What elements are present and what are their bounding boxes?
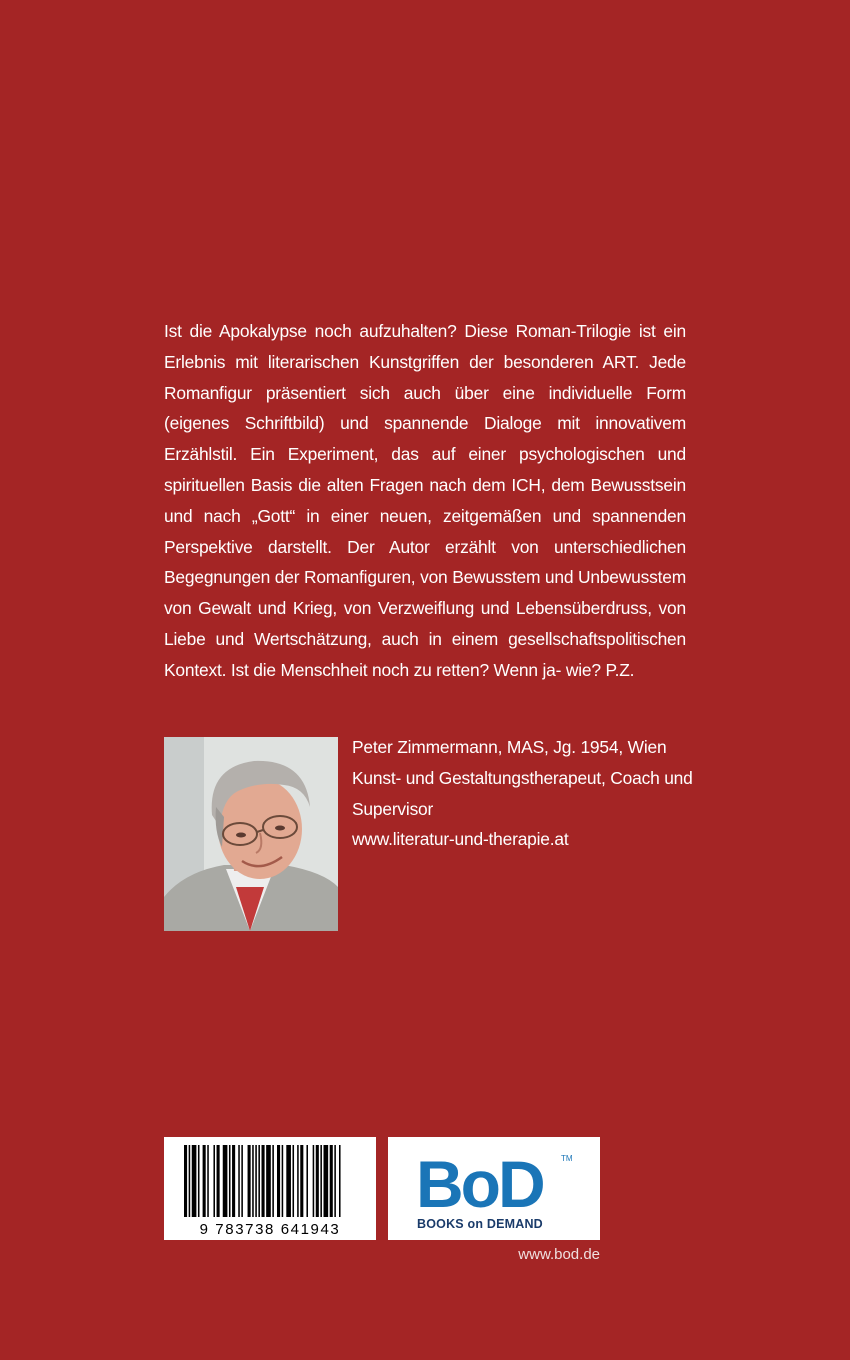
author-name-line: Peter Zimmermann, MAS, Jg. 1954, Wien	[352, 737, 667, 757]
barcode-bar	[334, 1145, 336, 1217]
barcode-bar	[297, 1145, 299, 1217]
barcode-bar	[198, 1145, 200, 1217]
bod-logo-text: BoD	[416, 1147, 543, 1221]
barcode-bar	[189, 1145, 191, 1217]
barcode-bar	[313, 1145, 315, 1217]
barcode-graphic	[164, 1137, 376, 1240]
trademark-mark: TM	[561, 1154, 573, 1163]
barcode-bar	[266, 1145, 271, 1217]
author-profession-line: Kunst- und Gestaltungstherapeut, Coach und	[352, 767, 693, 788]
barcode-digits: 9 783738 641943	[199, 1221, 341, 1238]
barcode-bar	[232, 1145, 235, 1217]
barcode-bar	[248, 1145, 251, 1217]
author-portrait-image	[164, 737, 338, 931]
author-photo	[164, 737, 338, 931]
back-cover-blurb: Ist die Apokalypse noch aufzuhalten? Diese Roman-Trilogie ist ein Erlebnis mit literarischen Kunstgriffen der besonderen ART. Jede Romanfigur präsentiert sich auch über eine individuelle Form (eigenes Schriftbild) und spannende Dialoge mit innovativem Erzählstil. Ein Experiment, das auf einer psychologischen und spirituellen Basis die alten Fragen nach dem ICH, dem Bewusstsein und nach „Gott“ in einer neuen, zeitgemäßen und spannenden Perspektive darstellt. Der Autor erzählt von unterschiedlichen Begegnungen der Romanfiguren, von Bewusstem und Unbewusstem von Gewalt und Krieg, von Verzweiflung und Lebensüberdruss, von Liebe und Wertschätzung, auch in einem gesellschaftspolitischen Kontext. Ist die Menschheit noch zu retten? Wenn ja- wie? P.Z.	[164, 321, 686, 680]
barcode-bar	[213, 1145, 215, 1217]
publisher-website-link[interactable]: www.bod.de	[518, 1246, 600, 1263]
barcode-bar	[272, 1145, 274, 1217]
author-website-link[interactable]: www.literatur-und-therapie.at	[352, 829, 569, 850]
barcode-bar	[203, 1145, 206, 1217]
barcode-bar	[293, 1145, 295, 1217]
barcode-bar	[184, 1145, 187, 1217]
barcode-bar	[238, 1145, 240, 1217]
barcode-bar	[207, 1145, 209, 1217]
bod-logo-graphic	[388, 1137, 600, 1240]
barcode-bar	[192, 1145, 197, 1217]
barcode-bar	[300, 1145, 303, 1217]
author-bio	[352, 732, 692, 855]
barcode-bar	[277, 1145, 280, 1217]
barcode-bar	[316, 1145, 319, 1217]
barcode-bar	[223, 1145, 228, 1217]
barcode-bar	[252, 1145, 254, 1217]
author-profession-line-2: Supervisor	[352, 798, 434, 819]
bod-publisher-logo	[388, 1137, 600, 1240]
barcode-bar	[255, 1145, 257, 1217]
barcode-bar	[286, 1145, 291, 1217]
barcode-bar	[258, 1145, 260, 1217]
barcode-bar	[306, 1145, 308, 1217]
bod-tagline: BOOKS on DEMAND	[417, 1217, 543, 1231]
barcode-bar	[241, 1145, 243, 1217]
barcode-bar	[339, 1145, 341, 1217]
isbn-barcode	[164, 1137, 376, 1240]
barcode-bar	[282, 1145, 284, 1217]
barcode-bar	[262, 1145, 265, 1217]
barcode-bar	[320, 1145, 322, 1217]
barcode-bar	[324, 1145, 329, 1217]
barcode-bar	[217, 1145, 220, 1217]
barcode-bar	[229, 1145, 231, 1217]
barcode-bar	[330, 1145, 333, 1217]
